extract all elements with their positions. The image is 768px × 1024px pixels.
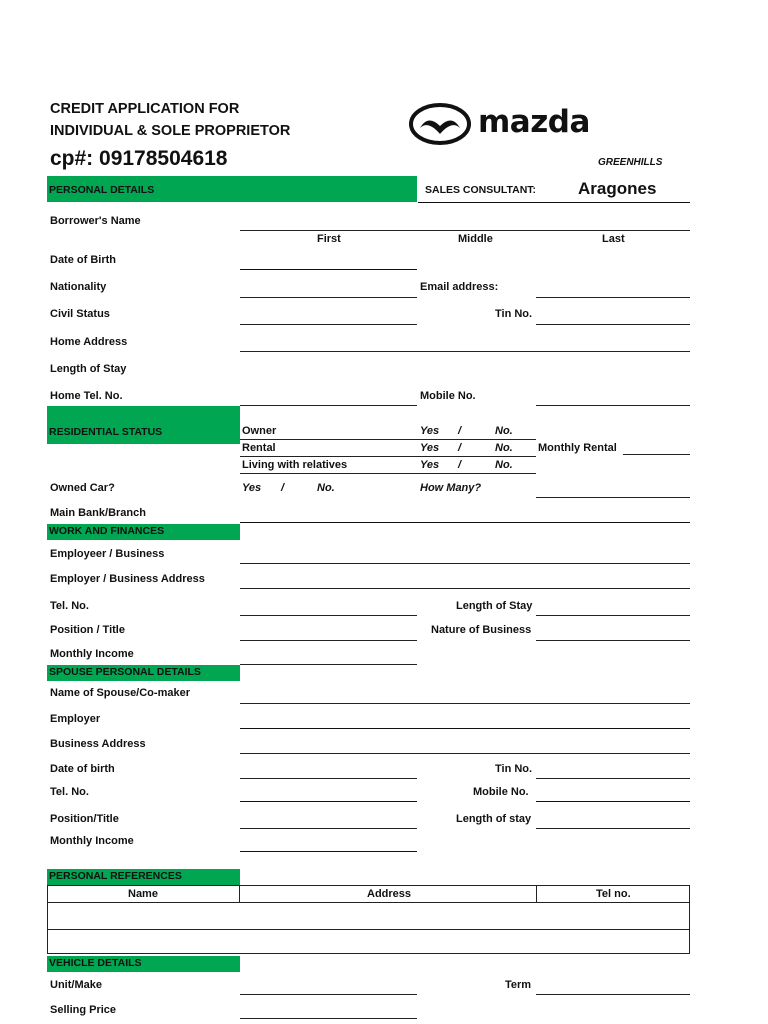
mazda-logo-icon xyxy=(408,102,472,146)
monthly-rental-field[interactable] xyxy=(623,454,690,455)
label-work-tel: Tel. No. xyxy=(50,600,89,612)
civil-status-field[interactable] xyxy=(240,324,417,325)
employer-address-field[interactable] xyxy=(240,588,690,589)
borrower-name-field[interactable] xyxy=(240,230,690,231)
work-tel-field[interactable] xyxy=(240,615,417,616)
employer-field[interactable] xyxy=(240,563,690,564)
label-monthly-rental: Monthly Rental xyxy=(538,442,617,454)
home-tel-field[interactable] xyxy=(240,405,417,406)
label-spouse-tel: Tel. No. xyxy=(50,786,89,798)
living-row-line xyxy=(240,473,536,474)
section-work-finances: WORK AND FINANCES xyxy=(47,524,240,540)
label-owner: Owner xyxy=(242,425,277,437)
rental-slash: / xyxy=(458,442,462,454)
spouse-employer-field[interactable] xyxy=(240,728,690,729)
label-employer: Employeer / Business xyxy=(50,548,165,560)
position-field[interactable] xyxy=(240,640,417,641)
date-of-birth-field[interactable] xyxy=(240,269,417,270)
section-spouse-details: SPOUSE PERSONAL DETAILS xyxy=(47,665,240,681)
rental-no[interactable]: No. xyxy=(495,442,513,454)
label-home-address: Home Address xyxy=(50,336,128,348)
label-term: Term xyxy=(505,979,532,991)
label-spouse-dob: Date of birth xyxy=(50,763,115,775)
label-spouse-length-of-stay: Length of stay xyxy=(456,813,532,825)
references-col-divider xyxy=(536,885,537,902)
sales-consultant-value: Aragones xyxy=(578,179,657,198)
owner-slash: / xyxy=(458,425,462,437)
references-col-tel: Tel no. xyxy=(596,888,631,900)
label-main-bank: Main Bank/Branch xyxy=(50,507,146,519)
work-length-of-stay-field[interactable] xyxy=(536,615,690,616)
label-length-of-stay: Length of Stay xyxy=(50,363,127,375)
section-vehicle-details: VEHICLE DETAILS xyxy=(47,956,240,972)
label-owned-car: Owned Car? xyxy=(50,482,115,494)
label-mobile: Mobile No. xyxy=(420,390,476,402)
references-col-divider xyxy=(239,885,240,902)
owner-yes[interactable]: Yes xyxy=(420,425,440,437)
living-slash: / xyxy=(458,459,462,471)
label-work-length-of-stay: Length of Stay xyxy=(456,600,533,612)
spouse-tin-field[interactable] xyxy=(536,778,690,779)
spouse-business-address-field[interactable] xyxy=(240,753,690,754)
label-rental: Rental xyxy=(242,442,276,454)
reference-row-1[interactable] xyxy=(48,903,689,928)
rental-yes[interactable]: Yes xyxy=(420,442,440,454)
sales-consultant-label: SALES CONSULTANT: xyxy=(425,184,537,196)
living-yes[interactable]: Yes xyxy=(420,459,440,471)
email-field[interactable] xyxy=(536,297,690,298)
unit-make-field[interactable] xyxy=(240,994,417,995)
label-spouse-name: Name of Spouse/Co-maker xyxy=(50,687,190,699)
contact-number: cp#: 09178504618 xyxy=(50,147,228,170)
how-many-field[interactable] xyxy=(536,497,690,498)
tin-field[interactable] xyxy=(536,324,690,325)
label-spouse-position: Position/Title xyxy=(50,813,119,825)
label-employer-address: Employer / Business Address xyxy=(50,573,205,585)
home-address-field[interactable] xyxy=(240,351,690,352)
label-borrower-name: Borrower's Name xyxy=(50,215,141,227)
owner-row-line xyxy=(240,439,536,440)
label-spouse-monthly-income: Monthly Income xyxy=(50,835,134,847)
nature-of-business-field[interactable] xyxy=(536,640,690,641)
label-nationality: Nationality xyxy=(50,281,107,293)
label-home-tel: Home Tel. No. xyxy=(50,390,123,402)
label-unit-make: Unit/Make xyxy=(50,979,102,991)
spouse-tel-field[interactable] xyxy=(240,801,417,802)
label-date-of-birth: Date of Birth xyxy=(50,254,116,266)
sales-consultant-line xyxy=(418,202,690,203)
label-spouse-employer: Employer xyxy=(50,713,101,725)
nationality-field[interactable] xyxy=(240,297,417,298)
branch-name: GREENHILLS xyxy=(598,157,663,168)
section-personal-references: PERSONAL REFERENCES xyxy=(47,869,240,885)
label-position: Position / Title xyxy=(50,624,125,636)
label-selling-price: Selling Price xyxy=(50,1004,117,1016)
owner-no[interactable]: No. xyxy=(495,425,513,437)
spouse-name-field[interactable] xyxy=(240,703,690,704)
brand-wordmark: mazda xyxy=(478,104,590,140)
label-first: First xyxy=(317,233,341,245)
references-col-address: Address xyxy=(367,888,412,900)
spouse-monthly-income-field[interactable] xyxy=(240,851,417,852)
selling-price-field[interactable] xyxy=(240,1018,417,1019)
section-personal-details: PERSONAL DETAILS xyxy=(47,176,417,202)
spouse-dob-field[interactable] xyxy=(240,778,417,779)
label-spouse-mobile: Mobile No. xyxy=(473,786,529,798)
spouse-length-of-stay-field[interactable] xyxy=(536,828,690,829)
living-no[interactable]: No. xyxy=(495,459,513,471)
label-tin: Tin No. xyxy=(495,308,533,320)
label-middle: Middle xyxy=(458,233,493,245)
mobile-field[interactable] xyxy=(536,405,690,406)
label-spouse-business-address: Business Address xyxy=(50,738,146,750)
label-civil-status: Civil Status xyxy=(50,308,110,320)
label-living-with-relatives: Living with relatives xyxy=(242,459,348,471)
monthly-income-field[interactable] xyxy=(240,664,417,665)
section-residential-status: RESIDENTIAL STATUS xyxy=(47,406,240,444)
owned-car-slash: / xyxy=(281,482,285,494)
label-monthly-income: Monthly Income xyxy=(50,648,134,660)
label-spouse-tin: Tin No. xyxy=(495,763,533,775)
label-nature-of-business: Nature of Business xyxy=(431,624,532,636)
label-how-many: How Many? xyxy=(420,482,482,494)
spouse-position-field[interactable] xyxy=(240,828,417,829)
rental-row-line xyxy=(240,456,536,457)
label-last: Last xyxy=(602,233,625,245)
owned-car-yes[interactable]: Yes xyxy=(242,482,262,494)
label-email: Email address: xyxy=(420,281,499,293)
references-col-name: Name xyxy=(128,888,158,900)
reference-row-2[interactable] xyxy=(48,930,689,953)
owned-car-no[interactable]: No. xyxy=(317,482,335,494)
spouse-mobile-field[interactable] xyxy=(536,801,690,802)
form-title-line1: CREDIT APPLICATION FOR xyxy=(50,101,240,117)
term-field[interactable] xyxy=(536,994,690,995)
main-bank-field[interactable] xyxy=(240,522,690,523)
form-title-line2: INDIVIDUAL & SOLE PROPRIETOR xyxy=(50,123,291,139)
